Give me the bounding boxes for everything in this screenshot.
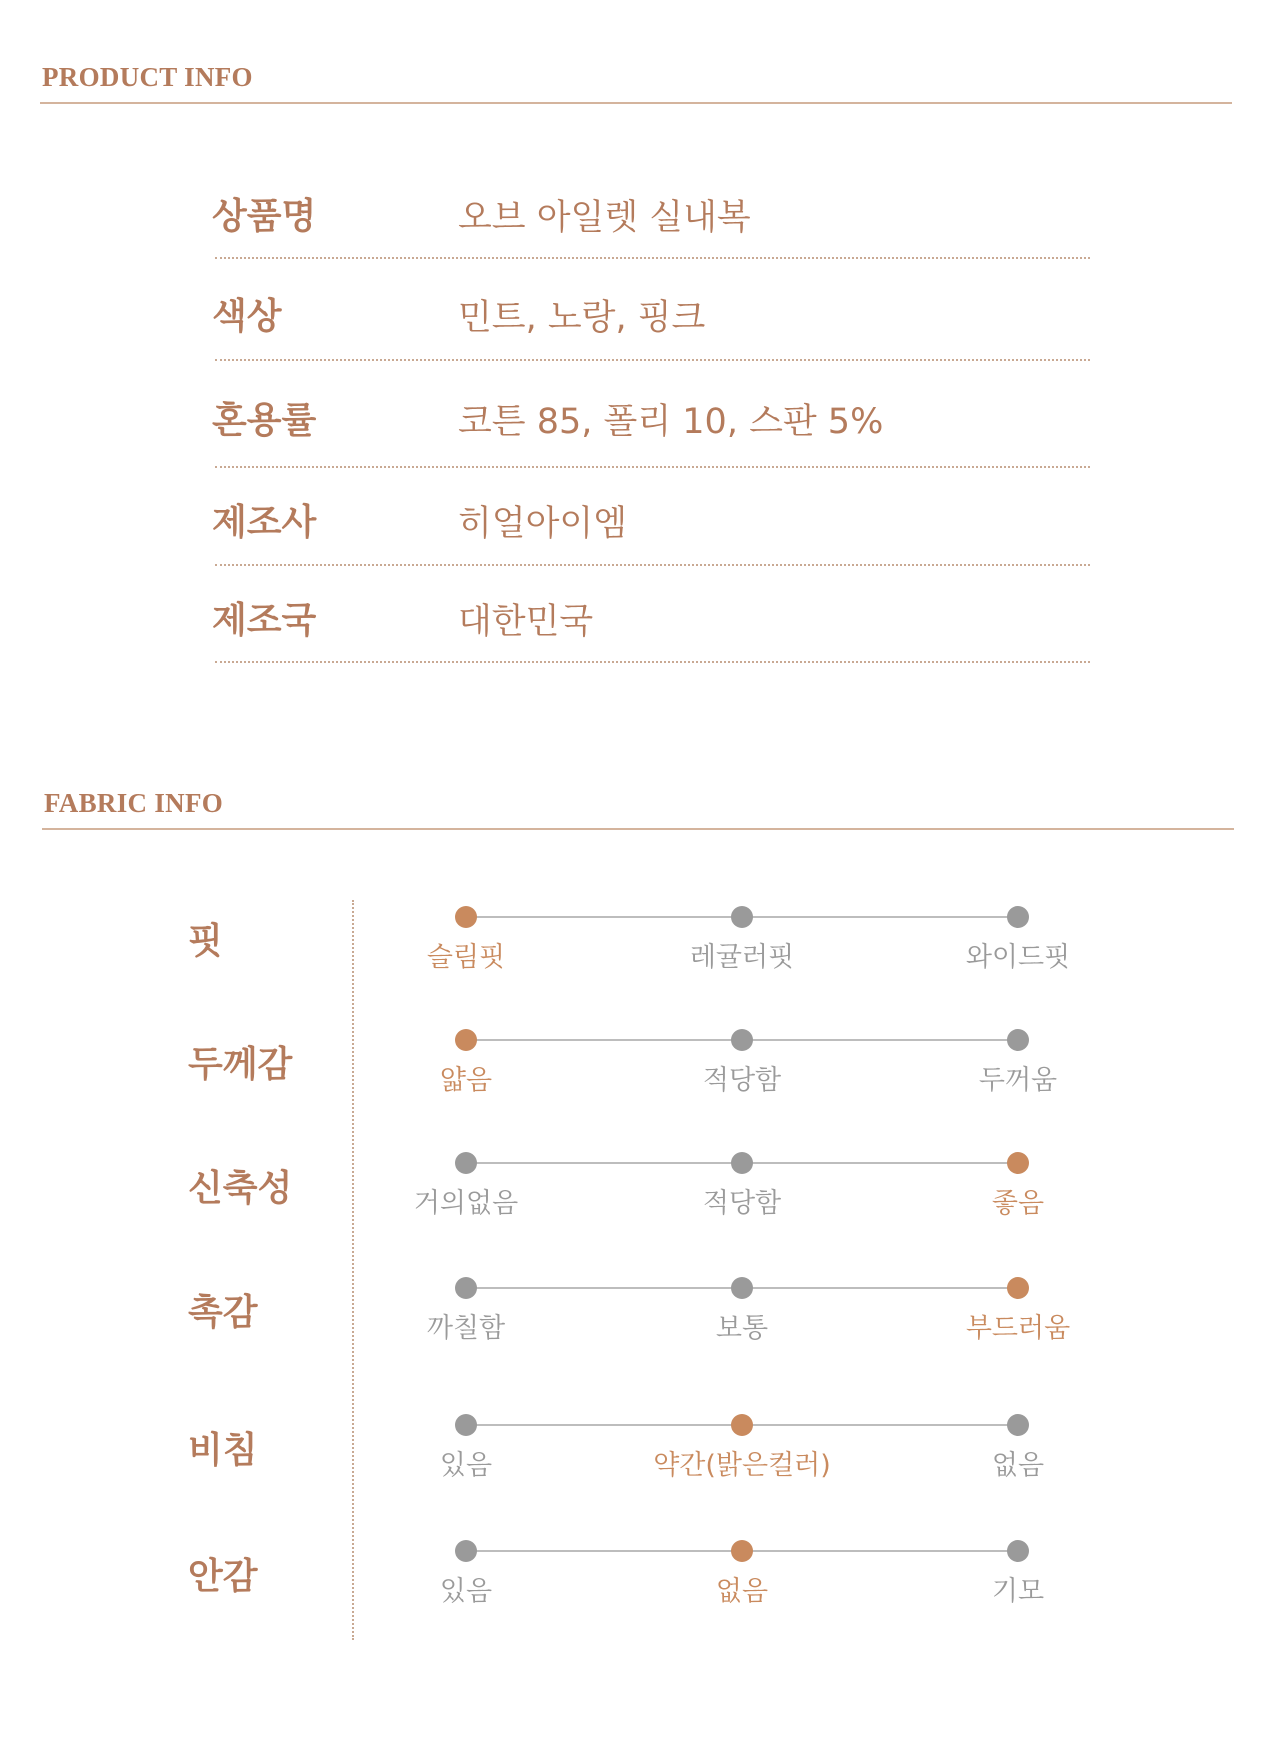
- scale-option-label: 까칠함: [426, 1313, 506, 1344]
- fabric-label-sheerness: 비침: [188, 1430, 258, 1471]
- fabric-info-rule: [42, 828, 1234, 830]
- scale-dot: [731, 906, 753, 928]
- scale-dot-selected: [731, 1414, 753, 1436]
- info-label: 상품명: [212, 196, 317, 237]
- product-info-title: PRODUCT INFO: [42, 62, 253, 92]
- scale-dot: [455, 1152, 477, 1174]
- info-divider: [215, 466, 1090, 468]
- scale-option-label: 부드러움: [965, 1313, 1071, 1344]
- scale-dot-selected: [455, 1029, 477, 1051]
- scale-dot: [731, 1152, 753, 1174]
- scale-dot: [731, 1029, 753, 1051]
- info-divider: [215, 661, 1090, 663]
- fabric-scale-stretch: [0, 1149, 1280, 1229]
- scale-dot: [1007, 906, 1029, 928]
- info-value: 코튼 85, 폴리 10, 스판 5%: [458, 402, 884, 442]
- scale-dot: [731, 1277, 753, 1299]
- info-label: 제조국: [212, 600, 317, 641]
- scale-option-label: 슬림핏: [426, 942, 506, 973]
- scale-option-label: 얇음: [439, 1065, 493, 1096]
- scale-dot: [1007, 1029, 1029, 1051]
- scale-dot-selected: [1007, 1277, 1029, 1299]
- scale-option-label: 있음: [439, 1450, 493, 1481]
- fabric-scale-fit: [0, 903, 1280, 983]
- scale-dot-selected: [731, 1540, 753, 1562]
- info-value: 히얼아이엠: [458, 504, 628, 544]
- fabric-label-fit: 핏: [188, 921, 223, 962]
- info-label: 제조사: [212, 502, 317, 543]
- scale-option-label: 적당함: [702, 1065, 782, 1096]
- fabric-label-stretch: 신축성: [188, 1168, 293, 1209]
- scale-option-label: 거의없음: [413, 1188, 519, 1219]
- info-row-origin: [212, 592, 1090, 692]
- info-value: 민트, 노랑, 핑크: [458, 298, 706, 338]
- info-row-product-name: [212, 188, 1090, 288]
- scale-dot-selected: [455, 906, 477, 928]
- fabric-scale-thickness: [0, 1026, 1280, 1106]
- scale-option-label: 적당함: [702, 1188, 782, 1219]
- fabric-label-touch: 촉감: [188, 1292, 258, 1333]
- info-row-color: [212, 288, 1090, 388]
- fabric-label-lining: 안감: [188, 1556, 258, 1597]
- info-divider: [215, 359, 1090, 361]
- fabric-scale-sheerness: [0, 1411, 1280, 1491]
- info-row-manufacturer: [212, 494, 1090, 594]
- product-info-rule: [40, 102, 1232, 104]
- scale-dot: [455, 1414, 477, 1436]
- scale-dot: [455, 1277, 477, 1299]
- scale-option-label: 좋음: [991, 1188, 1045, 1219]
- scale-option-label: 없음: [991, 1450, 1045, 1481]
- fabric-info-title: FABRIC INFO: [44, 788, 224, 818]
- scale-dot-selected: [1007, 1152, 1029, 1174]
- scale-dot: [1007, 1540, 1029, 1562]
- scale-option-label: 약간(밝은컬러): [653, 1450, 831, 1481]
- info-row-material: [212, 392, 1090, 492]
- scale-dot: [1007, 1414, 1029, 1436]
- info-divider: [215, 564, 1090, 566]
- info-divider: [215, 257, 1090, 259]
- scale-option-label: 와이드핏: [965, 942, 1071, 973]
- info-value: 대한민국: [458, 602, 594, 642]
- scale-dot: [455, 1540, 477, 1562]
- scale-option-label: 두꺼움: [978, 1065, 1058, 1096]
- scale-option-label: 보통: [715, 1313, 769, 1344]
- info-label: 색상: [212, 296, 282, 337]
- fabric-label-thickness: 두께감: [188, 1044, 293, 1085]
- fabric-vertical-divider: [352, 900, 354, 1640]
- scale-option-label: 있음: [439, 1576, 493, 1607]
- fabric-scale-lining: [0, 1537, 1280, 1617]
- fabric-scale-touch: [0, 1274, 1280, 1354]
- info-label: 혼용률: [212, 400, 317, 441]
- scale-option-label: 기모: [991, 1576, 1045, 1607]
- scale-option-label: 레귤러핏: [689, 942, 795, 973]
- scale-option-label: 없음: [715, 1576, 769, 1607]
- info-value: 오브 아일렛 실내복: [458, 198, 751, 238]
